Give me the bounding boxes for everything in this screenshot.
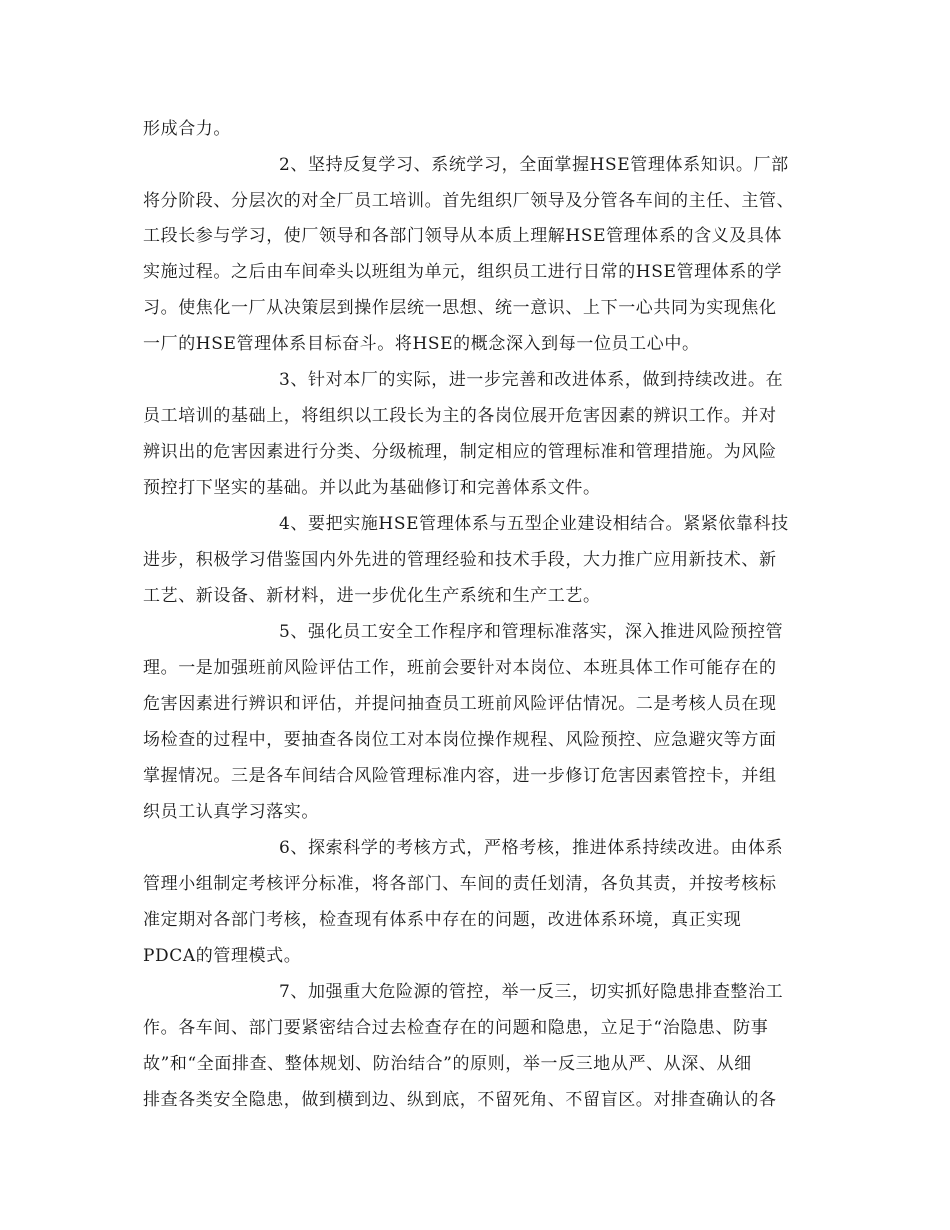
paragraph-7-first-line: 7、加强重大危险源的管控，举一反三，切实抓好隐患排查整治工 xyxy=(279,982,784,1002)
text-line: 辨识出的危害因素进行分类、分级梳理，制定相应的管理标准和管理措施。为风险 xyxy=(143,442,777,462)
text-line: 员工培训的基础上，将组织以工段长为主的各岗位展开危害因素的辨识工作。并对 xyxy=(143,406,777,426)
text-line: 工段长参与学习，使厂领导和各部门领导从本质上理解HSE管理体系的含义及具体 xyxy=(143,226,783,246)
paragraph-3-first-line: 3、针对本厂的实际，进一步完善和改进体系，做到持续改进。在 xyxy=(279,370,784,390)
text-line: 实施过程。之后由车间牵头以班组为单元，组织员工进行日常的HSE管理体系的学 xyxy=(143,262,783,282)
text-line: 习。使焦化一厂从决策层到操作层统一思想、统一意识、上下一心共同为实现焦化 xyxy=(143,298,777,318)
paragraph-4-first-line: 4、要把实施HSE管理体系与五型企业建设相结合。紧紧依靠科技 xyxy=(279,514,789,534)
paragraph-6-first-line: 6、探索科学的考核方式，严格考核，推进体系持续改进。由体系 xyxy=(279,838,784,858)
text-line: 故”和“全面排查、整体规划、防治结合”的原则，举一反三地从严、从深、从细 xyxy=(143,1054,752,1074)
text-line: 一厂的HSE管理体系目标奋斗。将HSE的概念深入到每一位员工心中。 xyxy=(143,334,700,354)
text-line: 织员工认真学习落实。 xyxy=(143,802,319,822)
text-line: 场检查的过程中，要抽查各岗位工对本岗位操作规程、风险预控、应急避灾等方面 xyxy=(143,730,777,750)
paragraph-5-first-line: 5、强化员工安全工作程序和管理标准落实，深入推进风险预控管 xyxy=(279,622,784,642)
text-line: 形成合力。 xyxy=(143,119,231,139)
text-line: 作。各车间、部门要紧密结合过去检查存在的问题和隐患，立足于“治隐患、防事 xyxy=(143,1018,769,1038)
text-line: 预控打下坚实的基础。并以此为基础修订和完善体系文件。 xyxy=(143,478,601,498)
text-line: 准定期对各部门考核，检查现有体系中存在的问题，改进体系环境，真正实现 xyxy=(143,910,742,930)
text-line: 将分阶段、分层次的对全厂员工培训。首先组织厂领导及分管各车间的主任、主管、 xyxy=(143,191,795,211)
text-line: 掌握情况。三是各车间结合风险管理标准内容，进一步修订危害因素管控卡，并组 xyxy=(143,766,777,786)
text-line: 管理小组制定考核评分标准，将各部门、车间的责任划清，各负其责，并按考核标 xyxy=(143,874,777,894)
text-line: 排查各类安全隐患，做到横到边、纵到底，不留死角、不留盲区。对排查确认的各 xyxy=(143,1090,777,1110)
text-line: 危害因素进行辨识和评估，并提问抽查员工班前风险评估情况。二是考核人员在现 xyxy=(143,694,777,714)
paragraph-2-first-line: 2、坚持反复学习、系统学习，全面掌握HSE管理体系知识。厂部 xyxy=(279,155,789,175)
text-line: PDCA的管理模式。 xyxy=(143,946,302,966)
text-line: 理。一是加强班前风险评估工作，班前会要针对本岗位、本班具体工作可能存在的 xyxy=(143,658,777,678)
text-line: 工艺、新设备、新材料，进一步优化生产系统和生产工艺。 xyxy=(143,586,601,606)
text-line: 进步，积极学习借鉴国内外先进的管理经验和技术手段，大力推广应用新技术、新 xyxy=(143,550,777,570)
